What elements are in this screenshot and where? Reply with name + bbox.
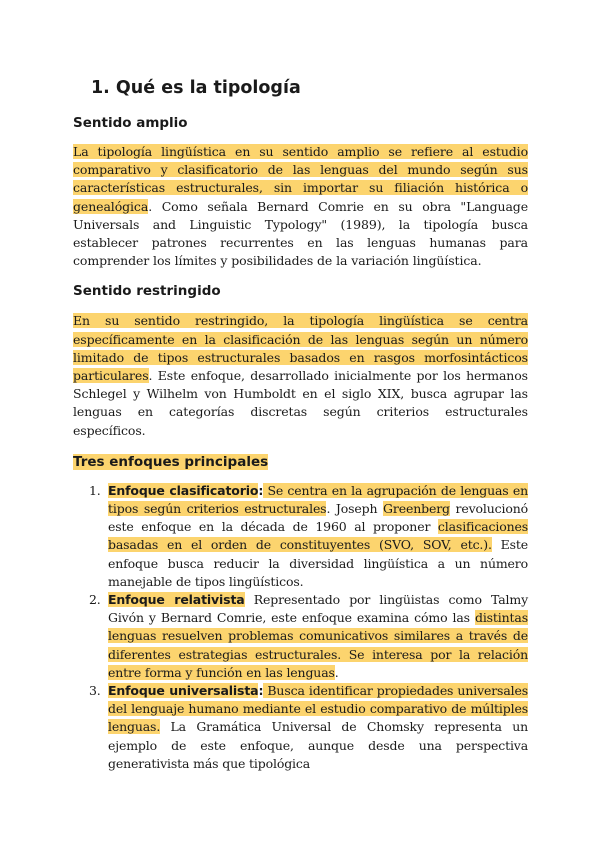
highlight: Busca identificar propiedades universales del lenguaje humano mediante el estudio comparativo de múltiples lenguas.	[108, 683, 528, 735]
list-text: .	[334, 664, 339, 680]
list-text: Este enfoque busca reducir la diversidad lingüística a un número manejable de tipos lingüísticos.	[108, 537, 528, 589]
paragraph-sentido-restringido	[73, 312, 528, 439]
list-number: 2.	[89, 592, 101, 608]
term-colon: :	[258, 482, 264, 498]
highlight: distintas lenguas resuelven problemas comunicativos similares a través de diferentes estrategias estructurales. Se interesa por la relación entre forma y función en las lenguas	[108, 610, 528, 680]
page-title: 1. Qué es la tipología	[91, 78, 301, 98]
list-text: La Gramática Universal de Chomsky representa un ejemplo de este enfoque, aunque desde una perspectiva generativista más que tipológica	[108, 719, 528, 771]
list-number: 3.	[89, 683, 101, 699]
list-number: 1.	[89, 482, 101, 498]
list-item-clasificatorio	[89, 482, 528, 591]
list-text: . Joseph	[326, 501, 384, 517]
highlight	[108, 483, 258, 498]
list-item-relativista	[89, 591, 528, 682]
highlight: Greenberg	[383, 501, 450, 517]
term: Enfoque universalista	[108, 683, 259, 699]
list-text: Representado por lingüistas como Talmy Givón y Bernard Comrie, este enfoque examina cómo las	[108, 592, 528, 626]
highlight: Tres enfoques principales	[73, 453, 269, 470]
highlight	[108, 683, 258, 698]
highlight: Se centra en la agrupación de lenguas en tipos según criterios estructurales	[108, 482, 528, 517]
heading-sentido-amplio: Sentido amplio	[73, 115, 188, 131]
paragraph-text: . Como señala Bernard Comrie en su obra "Language Universals and Linguistic Typology" (1989), la tipología busca establecer patrones recurrentes en las lenguas humanas para comprender los límites y posibilidades de la variación lingüística.	[73, 198, 528, 269]
enfoques-list	[73, 482, 528, 773]
highlight: La tipología lingüística en su sentido amplio se refiere al estudio comparativo y clasificatorio de las lenguas del mundo según sus características estructurales, sin importar su filiación histórica o genealógica	[73, 144, 528, 214]
document-content	[73, 76, 528, 773]
paragraph-sentido-amplio	[73, 143, 528, 270]
term: Enfoque clasificatorio	[108, 482, 259, 498]
heading-tres-enfoques	[73, 453, 528, 471]
highlight: En su sentido restringido, la tipología lingüística se centra específicamente en la clasificación de las lenguas según un número limitado de tipos estructurales basados en rasgos morfosintácticos particulares	[73, 313, 528, 384]
list-text: revolucionó este enfoque en la década de 1960 al proponer	[108, 501, 528, 535]
term: Enfoque relativista	[108, 592, 245, 608]
paragraph-text: . Este enfoque, desarrollado inicialmente por los hermanos Schlegel y Wilhelm von Humboldt en el siglo XIX, busca agrupar las lenguas en categorías discretas según criterios estructurales específicos.	[73, 368, 528, 438]
heading-sentido-restringido: Sentido restringido	[73, 283, 221, 300]
highlight: clasificaciones basadas en el orden de constituyentes (SVO, SOV, etc.).	[108, 519, 528, 553]
term-colon: :	[258, 683, 264, 699]
highlight	[108, 592, 245, 607]
list-item-universalista	[89, 682, 528, 773]
